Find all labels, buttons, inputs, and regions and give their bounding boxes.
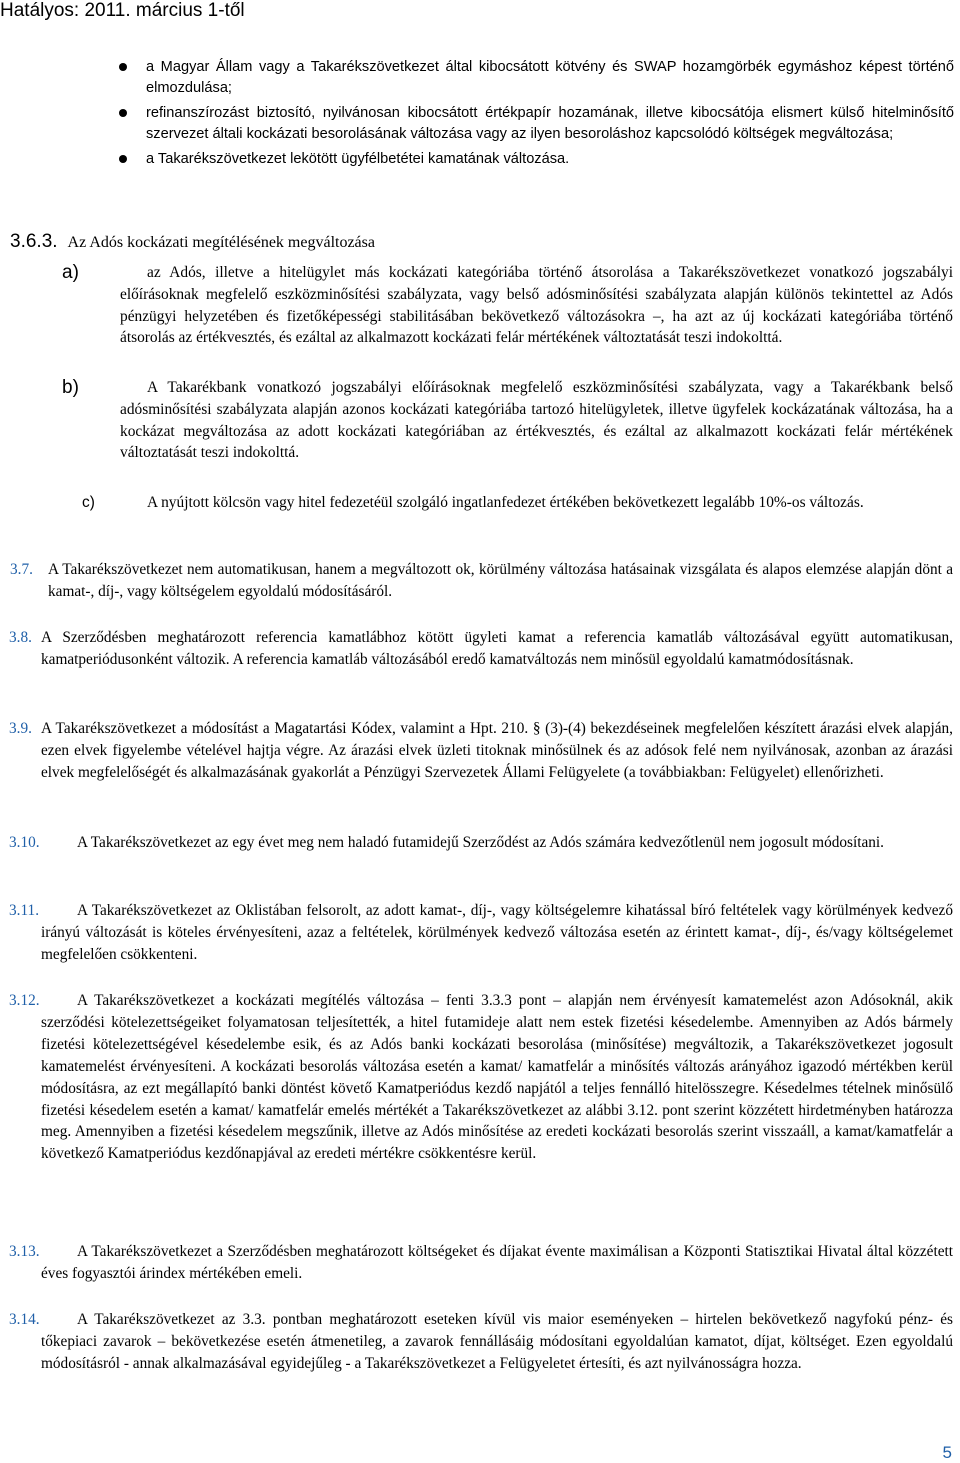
- section-number: 3.6.3.: [10, 231, 58, 252]
- list-item: [146, 103, 954, 144]
- paragraph: [9, 900, 953, 966]
- paragraph: [10, 559, 953, 603]
- paragraph-number: 3.8.: [9, 629, 32, 646]
- paragraph-text: A Takarékszövetkezet az 3.3. pontban meghatározott eseteken kívül vis maior eseményeken – hirtelen bekövetkező nagyfokú pénz- és tőkepiaci zavarok – bekövetkezése esetén átmenetileg, a zavarok fennállásáig módosítani egyoldalúan kamatot, díjat, költséget. Ezen egyoldalú módosításról - annak alkalmazásával egyidejűleg - a Takarékszövetkezet a Felügyeletet értesíti, és azt nyilvánosságra hozza.: [41, 1311, 953, 1372]
- paragraph: [9, 1241, 953, 1285]
- paragraph-text: A Takarékszövetkezet a módosítást a Magatartási Kódex, valamint a Hpt. 210. § (3)-(4) bekezdéseinek megfelelően készített árazási elvek alapján, ezen elvek figyelembe vételével hajtja végre. Az árazási elvek üzleti titoknak minősülnek és az adósok felé nem nyilvánosak, azonban az árazási elvek megfelelőségét és alkalmazásának gyakorlát a Pénzügyi Szervezetek Állami Felügyelete (a továbbiakban: Felügyelet) ellenőrizheti.: [41, 720, 953, 781]
- paragraph-number: 3.7.: [10, 561, 33, 578]
- paragraph-number: 3.10.: [9, 834, 40, 851]
- item-text: az Adós, illetve a hitelügylet más kockázati kategóriába történő átsorolása a Takarékszövetkezet vonatkozó jogszabályi előírásoknak megfelelő eszközminősítési szabályzata, vagy belső adósminősítési szabályzata alapján különös tekintettel az Adós pénzügyi helyzetében és fizetőképességi stabilitásában bekövetkező változásokra –, ha azt az új kockázati kategóriába történő átsorolás az értékvesztés, és ezáltal az alkalmazott kockázati felár mértékének változtatását teszi indokolttá.: [120, 264, 953, 347]
- section-title: Az Adós kockázati megítélésének megváltozása: [67, 234, 375, 251]
- bullet-icon: [119, 109, 127, 117]
- paragraph-text: A Takarékszövetkezet az egy évet meg nem haladó futamidejű Szerződést az Adós számára kedvezőtlenül nem jogosult módosítani.: [77, 834, 884, 851]
- paragraph-text: A Takarékszövetkezet a kockázati megítélés változása – fenti 3.3.3 pont – alapján nem érvényesít kamatemelést azon Adósoknál, akik szerződési kötelezettségeiket folyamatosan teljesítették, a hitel futamideje alatt nem estek fizetési késedelembe. Amennyiben az Adós bármely fizetési kötelezettségével késedelembe esik, és az Adós banki kockázati besorolása (minősítése) megváltozik, a Takarékszövetkezet jogosult kamatemelést érvényesíteni. A kockázati besorolás változása esetén a kamat/ kamatfelár a minősítés változás arányához igazodó mértékben kerül módosításra, az ezt megállapító banki döntést követő Kamatperiódus kezdő napjától a teljes fennálló hitelösszegre. Késedelmes tételnek minősülő fizetési késedelem esetén a kamat/ kamatfelár emelés mértékét a Takarékszövetkezet az alábbi 3.12. pont szerint közzétett hirdetményben határozza meg. Amennyiben a fizetési késedelem megszűnik, illetve az Adós minősítése az eredeti kockázati besorolás szerint visszaáll, a kamat/kamatfelár a következő Kamatperiódus kezdőnapjával az eredeti mértékre csökkentésre kerül.: [41, 992, 953, 1163]
- item-text: A nyújtott kölcsön vagy hitel fedezetéül szolgáló ingatlanfedezet értékében bekövetkezett legalább 10%-os változás.: [147, 494, 864, 511]
- paragraph: [9, 627, 953, 671]
- paragraph-text: A Takarékszövetkezet a Szerződésben meghatározott költségeket és díjakat évente maximálisan a Központi Statisztikai Hivatal által közzétett éves fogyasztói árindex mértékében emeli.: [41, 1243, 953, 1282]
- page-number: 5: [942, 1443, 952, 1462]
- section-heading: [10, 232, 950, 253]
- bullet-list: [146, 57, 954, 175]
- item-label: c): [82, 494, 95, 511]
- bullet-icon: [119, 155, 127, 163]
- paragraph-number: 3.9.: [9, 720, 32, 737]
- list-item: [62, 377, 953, 464]
- paragraph: [9, 1309, 953, 1375]
- paragraph-number: 3.13.: [9, 1243, 40, 1260]
- item-label: a): [62, 262, 79, 283]
- paragraph-text: A Takarékszövetkezet nem automatikusan, hanem a megváltozott ok, körülmény változása hatásainak vizsgálata és alapos elemzése alapján dönt a kamat-, díj-, vagy költségelem egyoldalú módosításáról.: [48, 561, 953, 600]
- item-label: b): [62, 377, 79, 398]
- list-item: [82, 492, 953, 514]
- paragraph: [9, 832, 953, 854]
- list-item-text: refinanszírozást biztosító, nyilvánosan kibocsátott értékpapír hozamának, illetve kibocsátója elismert külső hitelminősítő szervezet általi kockázati besorolásának változása vagy az ilyen besoroláshoz kapcsolódó költségek megváltozása;: [146, 105, 954, 142]
- paragraph-number: 3.14.: [9, 1311, 40, 1328]
- paragraph-text: A Takarékszövetkezet az Oklistában felsorolt, az adott kamat-, díj-, vagy költségelemre kihatással bíró feltételek vagy körülmények kedvező irányú változását is köteles érvényesíteni, azaz a feltételek, körülmények kedvező változása esetén az érintett kamat-, díj-, és/vagy költségelemet megfelelően csökkenteni.: [41, 902, 953, 963]
- paragraph: [9, 990, 953, 1165]
- list-item-text: a Magyar Állam vagy a Takarékszövetkezet által kibocsátott kötvény és SWAP hozamgörbék egymáshoz képest történő elmozdulása;: [146, 59, 954, 96]
- paragraph-number: 3.12.: [9, 992, 40, 1009]
- list-item: [146, 57, 954, 98]
- item-text: A Takarékbank vonatkozó jogszabályi előírásoknak megfelelő eszközminősítési szabályzata, vagy a Takarékbank belső adósminősítési szabályzata alapján azonos kockázati kategóriába tartozó hitelügyletek, illetve ügyfelek kockázatának változása, ha a kockázat megváltozása az adott kockázati kategóriában az értékvesztés, és ezáltal az alkalmazott kockázati felár mértékének változtatását teszi indokolttá.: [120, 379, 953, 462]
- paragraph-text: A Szerződésben meghatározott referencia kamatlábhoz kötött ügyleti kamat a referencia kamatláb változásával együtt automatikusan, kamatperiódusonként változik. A referencia kamatláb változásából eredő kamatváltozás nem minősül egyoldalú kamatmódosításnak.: [41, 629, 953, 668]
- paragraph: [9, 718, 953, 784]
- paragraph-number: 3.11.: [9, 902, 40, 919]
- list-item: [146, 149, 954, 170]
- list-item: [62, 262, 953, 349]
- bullet-icon: [119, 63, 127, 71]
- validity-header: Hatályos: 2011. március 1-től: [0, 0, 245, 21]
- list-item-text: a Takarékszövetkezet lekötött ügyfélbetétei kamatának változása.: [146, 151, 570, 167]
